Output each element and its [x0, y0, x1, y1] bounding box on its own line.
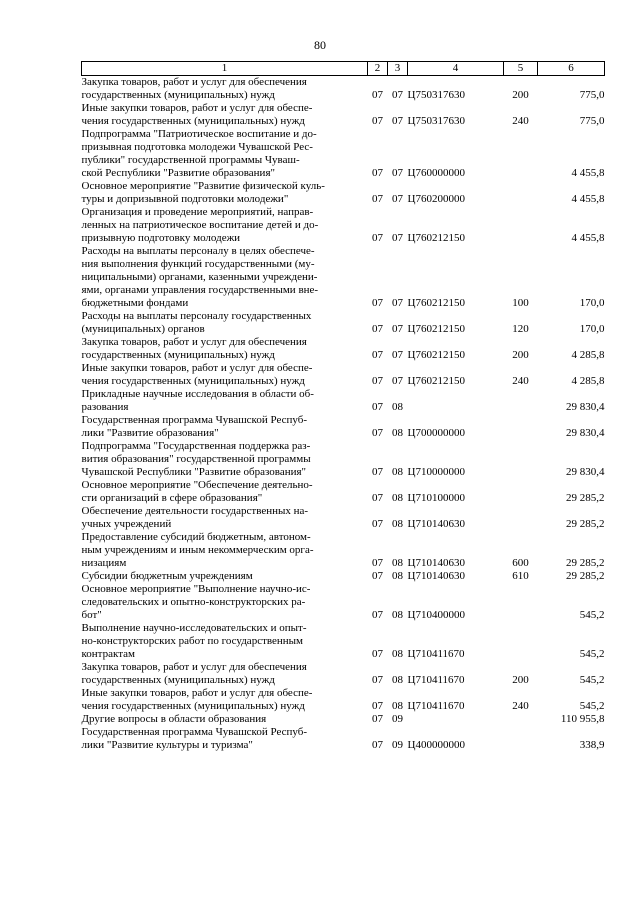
expense-type-code: 240: [512, 375, 529, 387]
item-description: [82, 310, 368, 336]
description-line: низациям: [81, 557, 127, 569]
description-line: Чувашской Республики "Развитие образования": [81, 466, 307, 478]
expense-type-code: 200: [512, 89, 529, 101]
target-article-code: Ц710140630: [407, 557, 465, 569]
description-line: но-конструкторских работ по государственным: [81, 635, 304, 647]
description-line: ленных на патриотическое воспитание детей и до-: [81, 219, 319, 231]
table-row: [82, 661, 605, 687]
table-row: [82, 206, 605, 245]
item-description: [82, 388, 368, 414]
expense-type-code: [504, 713, 538, 726]
expense-type-code: [504, 414, 538, 440]
description-line: Расходы на выплаты персоналу государственных: [81, 310, 312, 322]
section-code: 07: [372, 739, 383, 751]
amount: 4 285,8: [571, 349, 605, 361]
section-code: 07: [372, 375, 383, 387]
description-line: Закупка товаров, работ и услуг для обеспечения: [81, 336, 307, 348]
expense-type-code: 610: [512, 570, 529, 582]
amount: 110 955,8: [560, 713, 605, 725]
item-description: [82, 362, 368, 388]
amount: 170,0: [579, 323, 605, 335]
column-header-3: 3: [388, 62, 408, 76]
amount: 29 830,4: [566, 466, 605, 478]
table-row: [82, 583, 605, 622]
table-row: [82, 245, 605, 310]
description-line: Иные закупки товаров, работ и услуг для обеспе-: [81, 102, 313, 114]
target-article-code: Ц760212150: [407, 297, 465, 309]
description-line: туры и допризывной подготовки молодежи": [81, 193, 289, 205]
section-code: 07: [372, 167, 383, 179]
expense-type-code: 100: [512, 297, 529, 309]
table-row: [82, 726, 605, 752]
description-line: чения государственных (муниципальных) нужд: [81, 700, 305, 712]
table-row: [82, 687, 605, 713]
expense-type-code: 600: [512, 557, 529, 569]
item-description: [82, 336, 368, 362]
table-row: [82, 570, 605, 583]
item-description: [82, 583, 368, 622]
section-code: 07: [372, 297, 383, 309]
target-article-code: Ц710140630: [407, 518, 465, 530]
section-code: 07: [372, 323, 383, 335]
table-row: [82, 336, 605, 362]
item-description: [82, 505, 368, 531]
target-article-code: Ц710400000: [407, 609, 465, 621]
table-body: [82, 76, 605, 753]
description-line: Предоставление субсидий бюджетным, автоном-: [81, 531, 311, 543]
description-line: Подпрограмма "Государственная поддержка раз-: [81, 440, 311, 452]
subsection-code: 08: [392, 427, 403, 439]
amount: 170,0: [579, 297, 605, 309]
amount: 29 285,2: [566, 492, 605, 504]
table-row: [82, 414, 605, 440]
table-row: [82, 479, 605, 505]
item-description: [82, 245, 368, 310]
target-article-code: Ц710100000: [407, 492, 465, 504]
section-code: 07: [372, 700, 383, 712]
description-line: ниципальными) органами, казенными учреждени-: [81, 271, 318, 283]
table-row: [82, 440, 605, 479]
section-code: 07: [372, 492, 383, 504]
description-line: ской Республики "Развитие образования": [81, 167, 275, 179]
section-code: 07: [372, 713, 383, 725]
description-line: сти организаций в сфере образования": [81, 492, 263, 504]
description-line: чения государственных (муниципальных) нужд: [81, 115, 305, 127]
item-description: [82, 76, 368, 103]
description-line: вития образования" государственной программы: [81, 453, 311, 465]
table-row: [82, 180, 605, 206]
table-row: [82, 388, 605, 414]
item-description: [82, 102, 368, 128]
subsection-code: 08: [392, 401, 403, 413]
description-line: бюджетными фондами: [81, 297, 189, 309]
description-line: Основное мероприятие "Развитие физической куль-: [81, 180, 325, 192]
amount: 545,2: [579, 609, 605, 621]
description-line: следовательских и опытно-конструкторских ра-: [81, 596, 306, 608]
column-header-5: 5: [504, 62, 538, 76]
column-header-2: 2: [368, 62, 388, 76]
description-line: лики "Развитие культуры и туризма": [81, 739, 253, 751]
section-code: 07: [372, 232, 383, 244]
page-number: 80: [314, 38, 326, 52]
description-line: Субсидии бюджетным учреждениям: [81, 570, 253, 582]
target-article-code: Ц710411670: [407, 648, 465, 660]
subsection-code: 07: [392, 323, 403, 335]
section-code: 07: [372, 193, 383, 205]
subsection-code: 07: [392, 115, 403, 127]
section-code: 07: [372, 115, 383, 127]
subsection-code: 09: [392, 713, 403, 725]
target-article-code: [408, 388, 504, 414]
amount: 29 285,2: [566, 557, 605, 569]
target-article-code: Ц760212150: [407, 323, 465, 335]
item-description: [82, 180, 368, 206]
expense-type-code: [504, 128, 538, 180]
amount: 545,2: [579, 700, 605, 712]
subsection-code: 07: [392, 193, 403, 205]
item-description: [82, 570, 368, 583]
subsection-code: 08: [392, 492, 403, 504]
target-article-code: Ц710411670: [407, 700, 465, 712]
item-description: [82, 661, 368, 687]
description-line: Государственная программа Чувашской Респуб-: [81, 414, 307, 426]
subsection-code: 08: [392, 609, 403, 621]
description-line: призывную подготовку молодежи: [81, 232, 241, 244]
description-line: учных учреждений: [81, 518, 172, 530]
description-line: Организация и проведение мероприятий, направ-: [81, 206, 314, 218]
subsection-code: 08: [392, 674, 403, 686]
expense-type-code: [504, 180, 538, 206]
amount: 338,9: [579, 739, 605, 751]
subsection-code: 08: [392, 466, 403, 478]
section-code: 07: [372, 557, 383, 569]
item-description: [82, 713, 368, 726]
subsection-code: 07: [392, 89, 403, 101]
budget-table: [81, 61, 605, 752]
item-description: [82, 687, 368, 713]
subsection-code: 07: [392, 349, 403, 361]
expense-type-code: [504, 206, 538, 245]
target-article-code: Ц710411670: [407, 674, 465, 686]
description-line: ями, органами управления государственными вне-: [81, 284, 319, 296]
section-code: 07: [372, 427, 383, 439]
expense-type-code: 240: [512, 700, 529, 712]
amount: 775,0: [579, 115, 605, 127]
expense-type-code: 200: [512, 349, 529, 361]
table-row: [82, 102, 605, 128]
subsection-code: 07: [392, 167, 403, 179]
amount: 4 285,8: [571, 375, 605, 387]
description-line: Другие вопросы в области образования: [81, 713, 267, 725]
target-article-code: Ц750317630: [407, 89, 465, 101]
subsection-code: 07: [392, 232, 403, 244]
table-row: [82, 505, 605, 531]
section-code: 07: [372, 89, 383, 101]
item-description: [82, 206, 368, 245]
description-line: разования: [81, 401, 129, 413]
item-description: [82, 531, 368, 570]
expense-type-code: [504, 622, 538, 661]
table-row: [82, 622, 605, 661]
table-row: [82, 310, 605, 336]
target-article-code: Ц710000000: [407, 466, 465, 478]
description-line: Иные закупки товаров, работ и услуг для обеспе-: [81, 687, 313, 699]
item-description: [82, 440, 368, 479]
section-code: 07: [372, 570, 383, 582]
table-row: [82, 531, 605, 570]
section-code: 07: [372, 674, 383, 686]
column-header-1: 1: [82, 62, 368, 76]
item-description: [82, 726, 368, 752]
subsection-code: 07: [392, 375, 403, 387]
expense-type-code: [504, 479, 538, 505]
amount: 29 830,4: [566, 427, 605, 439]
description-line: Прикладные научные исследования в области об-: [81, 388, 314, 400]
amount: 29 830,4: [566, 401, 605, 413]
expense-type-code: 120: [512, 323, 529, 335]
table-row: [82, 128, 605, 180]
description-line: призывная подготовка молодежи Чувашской Рес-: [81, 141, 313, 153]
expense-type-code: [504, 505, 538, 531]
column-header-6: 6: [538, 62, 605, 76]
amount: 775,0: [579, 89, 605, 101]
section-code: 07: [372, 648, 383, 660]
target-article-code: Ц760212150: [407, 375, 465, 387]
section-code: 07: [372, 401, 383, 413]
item-description: [82, 479, 368, 505]
amount: 4 455,8: [571, 232, 605, 244]
section-code: 07: [372, 466, 383, 478]
amount: 545,2: [579, 674, 605, 686]
description-line: Выполнение научно-исследовательских и опыт-: [81, 622, 307, 634]
target-article-code: Ц760200000: [407, 193, 465, 205]
description-line: государственных (муниципальных) нужд: [81, 89, 275, 101]
amount: 29 285,2: [566, 518, 605, 530]
subsection-code: 08: [392, 518, 403, 530]
expense-type-code: 200: [512, 674, 529, 686]
description-line: Закупка товаров, работ и услуг для обеспечения: [81, 76, 307, 88]
item-description: [82, 128, 368, 180]
expense-type-code: 240: [512, 115, 529, 127]
description-line: Обеспечение деятельности государственных на-: [81, 505, 309, 517]
section-code: 07: [372, 609, 383, 621]
target-article-code: Ц760000000: [407, 167, 465, 179]
description-line: ным учреждениям и иным некоммерческим орга-: [81, 544, 314, 556]
description-line: лики "Развитие образования": [81, 427, 219, 439]
expense-type-code: [504, 440, 538, 479]
target-article-code: Ц750317630: [407, 115, 465, 127]
table-row: [82, 713, 605, 726]
subsection-code: 08: [392, 557, 403, 569]
description-line: Основное мероприятие "Выполнение научно-ис-: [81, 583, 311, 595]
subsection-code: 08: [392, 700, 403, 712]
header-row: [82, 62, 605, 76]
amount: 4 455,8: [571, 167, 605, 179]
amount: 545,2: [579, 648, 605, 660]
subsection-code: 09: [392, 739, 403, 751]
item-description: [82, 414, 368, 440]
section-code: 07: [372, 349, 383, 361]
subsection-code: 07: [392, 297, 403, 309]
description-line: (муниципальных) органов: [81, 323, 205, 335]
target-article-code: Ц400000000: [407, 739, 465, 751]
description-line: государственных (муниципальных) нужд: [81, 349, 275, 361]
description-line: контрактам: [81, 648, 135, 660]
item-description: [82, 622, 368, 661]
target-article-code: Ц700000000: [407, 427, 465, 439]
target-article-code: Ц760212150: [407, 232, 465, 244]
amount: 4 455,8: [571, 193, 605, 205]
column-header-4: 4: [408, 62, 504, 76]
description-line: Закупка товаров, работ и услуг для обеспечения: [81, 661, 307, 673]
expense-type-code: [504, 388, 538, 414]
table-row: [82, 362, 605, 388]
description-line: бот": [81, 609, 102, 621]
target-article-code: Ц710140630: [407, 570, 465, 582]
description-line: Государственная программа Чувашской Респуб-: [81, 726, 307, 738]
description-line: Иные закупки товаров, работ и услуг для обеспе-: [81, 362, 313, 374]
target-article-code: Ц760212150: [407, 349, 465, 361]
description-line: государственных (муниципальных) нужд: [81, 674, 275, 686]
description-line: Подпрограмма "Патриотическое воспитание и до-: [81, 128, 317, 140]
expense-type-code: [504, 583, 538, 622]
expense-type-code: [504, 726, 538, 752]
section-code: 07: [372, 518, 383, 530]
table-row: [82, 76, 605, 103]
description-line: публики" государственной программы Чуваш-: [81, 154, 300, 166]
target-article-code: [408, 713, 504, 726]
description-line: Основное мероприятие "Обеспечение деятельно-: [81, 479, 313, 491]
description-line: ния выполнения функций государственными (му-: [81, 258, 315, 270]
subsection-code: 08: [392, 648, 403, 660]
description-line: Расходы на выплаты персоналу в целях обеспече-: [81, 245, 315, 257]
subsection-code: 08: [392, 570, 403, 582]
description-line: чения государственных (муниципальных) нужд: [81, 375, 305, 387]
amount: 29 285,2: [566, 570, 605, 582]
